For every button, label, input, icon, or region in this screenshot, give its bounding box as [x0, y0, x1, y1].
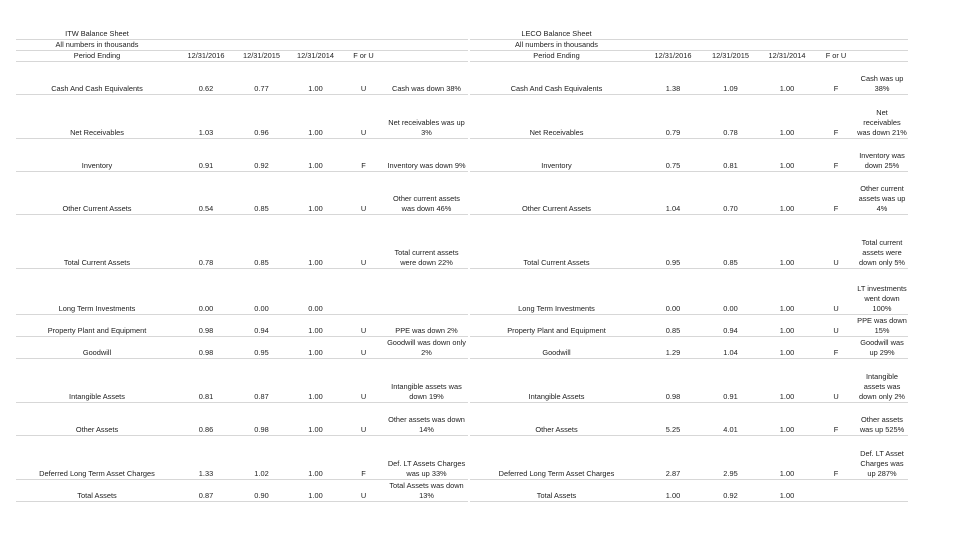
row-label: Inventory	[16, 139, 178, 172]
f-or-u-flag: U	[816, 359, 856, 403]
change-note: Cash was up 38%	[856, 62, 908, 95]
f-or-u-flag: U	[816, 315, 856, 337]
f-or-u-flag: U	[342, 403, 385, 436]
change-note: Total current assets were down 22%	[385, 215, 468, 269]
value-2016: 2.87	[643, 436, 703, 480]
f-or-u-flag: U	[342, 315, 385, 337]
leco-col-2016: 12/31/2016	[643, 51, 703, 62]
value-2016: 0.54	[178, 172, 234, 215]
value-2016: 1.29	[643, 337, 703, 359]
change-note: Def. LT Assets Charges was up 33%	[385, 436, 468, 480]
value-2014: 1.00	[758, 269, 816, 315]
value-2014: 1.00	[289, 95, 342, 139]
row-label: Net Receivables	[16, 95, 178, 139]
table-row	[470, 480, 908, 502]
table-row	[470, 215, 908, 269]
change-note: Goodwill was up 29%	[856, 337, 908, 359]
table-row	[16, 215, 468, 269]
change-note: PPE was down 2%	[385, 315, 468, 337]
value-2014: 1.00	[758, 95, 816, 139]
value-2015: 0.94	[703, 315, 758, 337]
table-row	[470, 403, 908, 436]
value-2014: 1.00	[289, 436, 342, 480]
change-note: Net receivables was down 21%	[856, 95, 908, 139]
value-2016: 0.00	[178, 269, 234, 315]
row-label: Property Plant and Equipment	[470, 315, 643, 337]
value-2014: 1.00	[289, 139, 342, 172]
value-2016: 5.25	[643, 403, 703, 436]
value-2014: 1.00	[289, 315, 342, 337]
value-2016: 0.98	[643, 359, 703, 403]
value-2014: 1.00	[289, 480, 342, 502]
value-2016: 0.87	[178, 480, 234, 502]
f-or-u-flag: U	[342, 62, 385, 95]
value-2016: 0.98	[178, 315, 234, 337]
value-2016: 0.62	[178, 62, 234, 95]
change-note: Intangible assets was down 19%	[385, 359, 468, 403]
change-note: Inventory was down 25%	[856, 139, 908, 172]
value-2016: 0.79	[643, 95, 703, 139]
value-2014: 1.00	[289, 359, 342, 403]
table-row	[470, 139, 908, 172]
row-label: Long Term Investments	[470, 269, 643, 315]
leco-col-f-or-u: F or U	[816, 51, 856, 62]
change-note: Net receivables was up 3%	[385, 95, 468, 139]
itw-col-2015: 12/31/2015	[234, 51, 289, 62]
value-2016: 1.38	[643, 62, 703, 95]
change-note	[856, 480, 908, 502]
value-2014: 1.00	[758, 480, 816, 502]
table-row	[16, 436, 468, 480]
table-row	[16, 62, 468, 95]
row-label: Property Plant and Equipment	[16, 315, 178, 337]
value-2015: 0.87	[234, 359, 289, 403]
value-2014: 1.00	[758, 403, 816, 436]
f-or-u-flag: F	[816, 139, 856, 172]
f-or-u-flag: U	[816, 269, 856, 315]
table-row	[470, 436, 908, 480]
f-or-u-flag: U	[342, 337, 385, 359]
value-2016: 0.81	[178, 359, 234, 403]
value-2015: 0.70	[703, 172, 758, 215]
f-or-u-flag: F	[816, 95, 856, 139]
change-note: Inventory was down 9%	[385, 139, 468, 172]
value-2014: 1.00	[289, 215, 342, 269]
itw-title-row	[16, 29, 468, 40]
value-2015: 1.09	[703, 62, 758, 95]
value-2014: 0.00	[289, 269, 342, 315]
row-label: Cash And Cash Equivalents	[16, 62, 178, 95]
itw-header-row	[16, 51, 468, 62]
value-2016: 0.86	[178, 403, 234, 436]
value-2014: 1.00	[758, 337, 816, 359]
table-row	[470, 95, 908, 139]
table-row	[16, 403, 468, 436]
value-2015: 0.00	[234, 269, 289, 315]
change-note: Other current assets was up 4%	[856, 172, 908, 215]
row-label: Total Assets	[16, 480, 178, 502]
value-2015: 0.91	[703, 359, 758, 403]
f-or-u-flag	[816, 480, 856, 502]
value-2016: 1.04	[643, 172, 703, 215]
row-label: Goodwill	[470, 337, 643, 359]
value-2015: 1.02	[234, 436, 289, 480]
table-row	[470, 269, 908, 315]
leco-balance-sheet-table	[470, 29, 908, 502]
change-note: Intangible assets was down only 2%	[856, 359, 908, 403]
table-row	[470, 359, 908, 403]
value-2015: 0.85	[234, 172, 289, 215]
row-label: Deferred Long Term Asset Charges	[470, 436, 643, 480]
value-2015: 0.85	[234, 215, 289, 269]
f-or-u-flag: U	[816, 215, 856, 269]
value-2016: 0.00	[643, 269, 703, 315]
value-2015: 0.92	[703, 480, 758, 502]
change-note: Other assets was down 14%	[385, 403, 468, 436]
row-label: Cash And Cash Equivalents	[470, 62, 643, 95]
table-row	[470, 62, 908, 95]
f-or-u-flag: F	[816, 62, 856, 95]
leco-subtitle-row	[470, 40, 908, 51]
leco-subtitle: All numbers in thousands	[470, 40, 643, 51]
value-2014: 1.00	[289, 62, 342, 95]
value-2015: 0.78	[703, 95, 758, 139]
leco-col-2015: 12/31/2015	[703, 51, 758, 62]
value-2016: 1.03	[178, 95, 234, 139]
row-label: Intangible Assets	[16, 359, 178, 403]
row-label: Other Assets	[470, 403, 643, 436]
value-2015: 0.85	[703, 215, 758, 269]
value-2016: 0.78	[178, 215, 234, 269]
row-label: Total Current Assets	[470, 215, 643, 269]
value-2016: 0.98	[178, 337, 234, 359]
value-2016: 0.91	[178, 139, 234, 172]
row-label: Total Current Assets	[16, 215, 178, 269]
value-2016: 0.75	[643, 139, 703, 172]
value-2015: 0.92	[234, 139, 289, 172]
f-or-u-flag: U	[342, 480, 385, 502]
change-note: Other assets was up 525%	[856, 403, 908, 436]
row-label: Other Current Assets	[470, 172, 643, 215]
row-label: Total Assets	[470, 480, 643, 502]
itw-period-label: Period Ending	[16, 51, 178, 62]
value-2015: 0.77	[234, 62, 289, 95]
row-label: Other Current Assets	[16, 172, 178, 215]
value-2015: 0.81	[703, 139, 758, 172]
change-note: Total Assets was down 13%	[385, 480, 468, 502]
table-row	[470, 172, 908, 215]
table-row	[16, 315, 468, 337]
value-2015: 0.95	[234, 337, 289, 359]
row-label: Long Term Investments	[16, 269, 178, 315]
f-or-u-flag: U	[342, 359, 385, 403]
value-2014: 1.00	[758, 315, 816, 337]
table-row	[16, 172, 468, 215]
leco-col-2014: 12/31/2014	[758, 51, 816, 62]
f-or-u-flag: U	[342, 95, 385, 139]
itw-balance-sheet-table	[16, 29, 468, 502]
change-note: Def. LT Asset Charges was up 287%	[856, 436, 908, 480]
value-2014: 1.00	[758, 436, 816, 480]
value-2015: 0.96	[234, 95, 289, 139]
leco-period-label: Period Ending	[470, 51, 643, 62]
change-note	[385, 269, 468, 315]
table-row	[16, 480, 468, 502]
f-or-u-flag: F	[816, 403, 856, 436]
value-2014: 1.00	[289, 403, 342, 436]
table-row	[16, 269, 468, 315]
value-2014: 1.00	[758, 172, 816, 215]
itw-subtitle: All numbers in thousands	[16, 40, 178, 51]
value-2014: 1.00	[758, 62, 816, 95]
change-note: Cash was down 38%	[385, 62, 468, 95]
change-note: Total current assets were down only 5%	[856, 215, 908, 269]
row-label: Goodwill	[16, 337, 178, 359]
f-or-u-flag: U	[342, 172, 385, 215]
value-2015: 1.04	[703, 337, 758, 359]
row-label: Other Assets	[16, 403, 178, 436]
f-or-u-flag: F	[816, 436, 856, 480]
row-label: Net Receivables	[470, 95, 643, 139]
f-or-u-flag	[342, 269, 385, 315]
f-or-u-flag: F	[342, 436, 385, 480]
row-label: Deferred Long Term Asset Charges	[16, 436, 178, 480]
leco-title: LECO Balance Sheet	[470, 29, 643, 40]
change-note: Other current assets was down 46%	[385, 172, 468, 215]
value-2014: 1.00	[758, 139, 816, 172]
table-row	[16, 359, 468, 403]
table-row	[470, 315, 908, 337]
table-row	[16, 95, 468, 139]
value-2015: 0.00	[703, 269, 758, 315]
itw-col-2016: 12/31/2016	[178, 51, 234, 62]
change-note: PPE was down 15%	[857, 316, 907, 336]
f-or-u-flag: F	[816, 172, 856, 215]
value-2015: 4.01	[703, 403, 758, 436]
leco-title-row	[470, 29, 908, 40]
table-row	[16, 139, 468, 172]
value-2016: 1.00	[643, 480, 703, 502]
leco-header-row	[470, 51, 908, 62]
row-label: Intangible Assets	[470, 359, 643, 403]
value-2014: 1.00	[289, 172, 342, 215]
value-2015: 0.90	[234, 480, 289, 502]
row-label: Inventory	[470, 139, 643, 172]
value-2014: 1.00	[758, 359, 816, 403]
value-2014: 1.00	[289, 337, 342, 359]
f-or-u-flag: F	[342, 139, 385, 172]
value-2015: 0.94	[234, 315, 289, 337]
itw-col-2014: 12/31/2014	[289, 51, 342, 62]
value-2016: 0.85	[643, 315, 703, 337]
table-row	[470, 337, 908, 359]
value-2016: 0.95	[643, 215, 703, 269]
value-2015: 2.95	[703, 436, 758, 480]
table-row	[16, 337, 468, 359]
value-2016: 1.33	[178, 436, 234, 480]
itw-col-f-or-u: F or U	[342, 51, 385, 62]
itw-subtitle-row	[16, 40, 468, 51]
itw-title: ITW Balance Sheet	[16, 29, 178, 40]
f-or-u-flag: F	[816, 337, 856, 359]
value-2014: 1.00	[758, 215, 816, 269]
change-note: Goodwill was down only 2%	[385, 337, 468, 359]
value-2015: 0.98	[234, 403, 289, 436]
f-or-u-flag: U	[342, 215, 385, 269]
change-note: LT investments went down 100%	[856, 269, 908, 315]
